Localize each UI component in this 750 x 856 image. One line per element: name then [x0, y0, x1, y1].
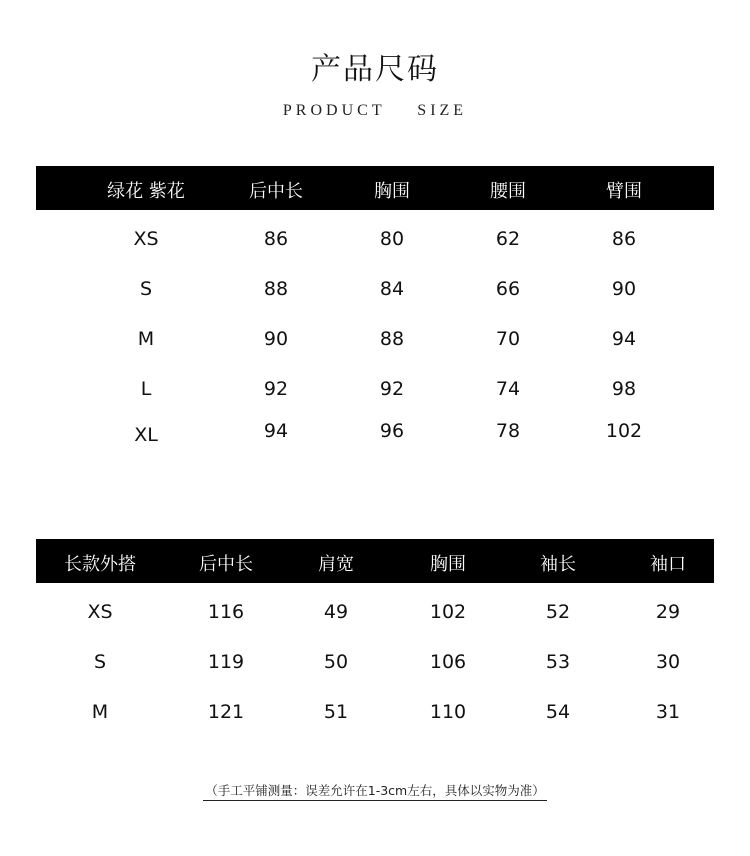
column-header-variant: 长款外搭 [64, 554, 136, 575]
table-cell: 53 [545, 651, 571, 673]
measurement-note [0, 780, 750, 801]
table-cell: 70 [495, 328, 521, 350]
table-cell: 90 [611, 278, 637, 300]
table-cell: 90 [263, 328, 289, 350]
column-header-variant: 绿花 紫花 [107, 181, 185, 202]
table-cell: 30 [655, 651, 681, 673]
table-cell: 94 [263, 420, 289, 442]
table-cell: 92 [263, 378, 289, 400]
table-cell: S [139, 278, 153, 300]
table-cell: 116 [207, 601, 245, 623]
table-cell: 66 [495, 278, 521, 300]
column-header-chest: 胸围 [430, 554, 466, 575]
table-cell: XS [87, 601, 113, 623]
table-cell: 86 [263, 228, 289, 250]
table-cell: 78 [495, 420, 521, 442]
table-cell: 102 [429, 601, 467, 623]
table-cell: 92 [379, 378, 405, 400]
table-cell: 80 [379, 228, 405, 250]
table-header [36, 539, 714, 583]
table-cell: 96 [379, 420, 405, 442]
table-cell: 94 [611, 328, 637, 350]
column-header-sleeve-length: 袖长 [540, 554, 576, 575]
column-header-waist: 腰围 [490, 181, 526, 202]
table-cell: XS [133, 228, 159, 250]
table-cell: 51 [323, 701, 349, 723]
table-cell: 74 [495, 378, 521, 400]
column-header-cuff: 袖口 [650, 554, 686, 575]
table-cell: 86 [611, 228, 637, 250]
table-header [36, 166, 714, 210]
table-cell: 50 [323, 651, 349, 673]
measurement-note-text: （手工平铺测量：误差允许在1-3cm左右，具体以实物为准） [203, 781, 546, 801]
table-cell: 54 [545, 701, 571, 723]
table-cell: S [93, 651, 107, 673]
table-cell: 88 [263, 278, 289, 300]
table-cell: 29 [655, 601, 681, 623]
table-cell: 31 [655, 701, 681, 723]
table-cell: 49 [323, 601, 349, 623]
column-header-chest: 胸围 [374, 181, 410, 202]
table-cell: 121 [207, 701, 245, 723]
table-cell: 119 [207, 651, 245, 673]
column-header-back-length: 后中长 [199, 554, 253, 575]
table-cell: 110 [429, 701, 467, 723]
table-cell: 52 [545, 601, 571, 623]
page-title: 产品尺码 [311, 52, 439, 87]
table-cell: 102 [605, 420, 643, 442]
column-header-arm: 臂围 [606, 181, 642, 202]
table-cell: 62 [495, 228, 521, 250]
table-cell: 98 [611, 378, 637, 400]
table-cell: M [137, 328, 155, 350]
table-cell: 88 [379, 328, 405, 350]
column-header-back-length: 后中长 [249, 181, 303, 202]
table-cell: 84 [379, 278, 405, 300]
table-cell: XL [134, 424, 158, 446]
table-cell: 106 [429, 651, 467, 673]
table-cell: L [140, 378, 152, 400]
column-header-shoulder: 肩宽 [318, 554, 354, 575]
page-subtitle: PRODUCT SIZE [282, 102, 468, 119]
table-cell: M [91, 701, 109, 723]
